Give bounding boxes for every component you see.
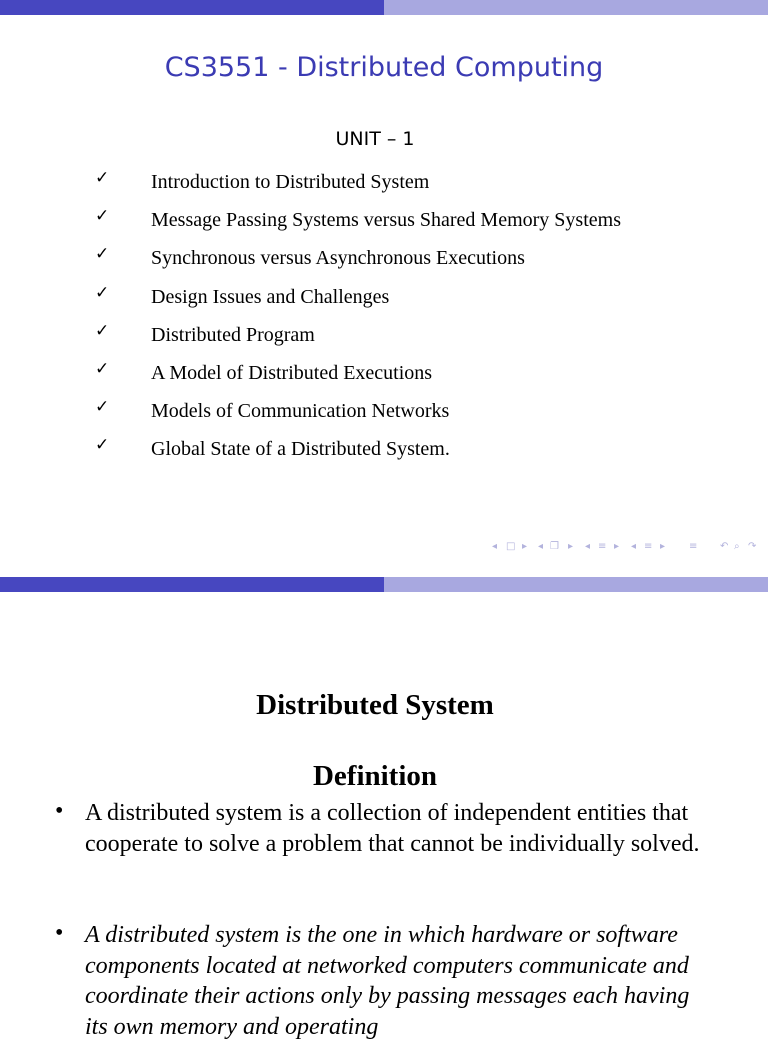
slide-header-bar — [0, 577, 768, 592]
checkmark-icon: ✓ — [95, 168, 110, 188]
prev-toc-arrow-icon[interactable]: ◂ — [631, 541, 637, 552]
slide-title: Distributed System — [256, 689, 494, 721]
header-bar-light-segment — [384, 577, 768, 592]
checkmark-icon: ✓ — [95, 435, 110, 456]
checkmark-icon: ✓ — [95, 282, 110, 303]
topic-text: Distributed Program — [151, 323, 315, 346]
list-item — [0, 359, 768, 397]
outline-icon[interactable]: ≡ — [689, 541, 698, 552]
bullet-icon: • — [55, 798, 64, 824]
slide-header-bar — [0, 0, 768, 15]
prev-subsection-arrow-icon[interactable]: ◂ — [538, 541, 544, 552]
checkmark-icon: ✓ — [95, 358, 110, 379]
topic-text: Models of Communication Networks — [151, 400, 450, 423]
topic-text: Introduction to Distributed System — [151, 171, 430, 193]
header-bar-dark-segment — [0, 0, 384, 15]
topic-text: A Model of Distributed Executions — [151, 361, 433, 384]
slide-subtitle: Definition — [312, 760, 438, 792]
next-subsection-arrow-icon[interactable]: ▸ — [568, 541, 574, 552]
list-item — [0, 244, 768, 282]
list-item — [0, 435, 768, 473]
list-item — [0, 321, 768, 359]
paragraph-text: A distributed system is the one in which hardware or software components located at networked computers communicate and coordinate their actions only by passing messages each having its own memory and operating — [85, 922, 690, 1040]
slide-distributed-system — [0, 577, 768, 1040]
checkmark-icon: ✓ — [95, 244, 110, 265]
checkmark-icon: ✓ — [95, 397, 110, 418]
search-icon[interactable]: ⌕ — [734, 541, 740, 552]
toc-icon[interactable]: ≡ — [644, 541, 653, 552]
topic-list — [0, 168, 768, 474]
prev-frame-arrow-icon[interactable]: ◂ — [492, 541, 498, 552]
section-icon[interactable]: ≡ — [598, 541, 607, 552]
back-icon[interactable]: ↶ — [720, 541, 729, 552]
beamer-navigation-bar — [490, 541, 762, 557]
topic-text: Global State of a Distributed System. — [151, 438, 450, 461]
topic-text: Synchronous versus Asynchronous Executions — [151, 247, 525, 270]
list-item — [0, 206, 768, 244]
frame-icon[interactable]: □ — [506, 541, 516, 552]
topic-text: Design Issues and Challenges — [151, 285, 390, 308]
list-item — [0, 283, 768, 321]
header-bar-light-segment — [384, 0, 768, 15]
checkmark-icon: ✓ — [95, 206, 110, 227]
next-section-arrow-icon[interactable]: ▸ — [614, 541, 620, 552]
forward-icon[interactable]: ↷ — [748, 541, 757, 552]
next-frame-arrow-icon[interactable]: ▸ — [522, 541, 528, 552]
topic-text: Message Passing Systems versus Shared Memory Systems — [151, 209, 621, 232]
next-toc-arrow-icon[interactable]: ▸ — [660, 541, 666, 552]
list-item — [0, 397, 768, 435]
slide-title: CS3551 - Distributed Computing — [164, 52, 604, 83]
bullet-icon: • — [55, 920, 64, 946]
paragraph-text: A distributed system is a collection of independent entities that cooperate to solve a problem that cannot be individually solved. — [85, 800, 700, 857]
subsection-icon[interactable]: ❐ — [550, 541, 559, 552]
prev-section-arrow-icon[interactable]: ◂ — [585, 541, 591, 552]
header-bar-dark-segment — [0, 577, 384, 592]
list-item — [0, 168, 768, 206]
checkmark-icon: ✓ — [95, 320, 110, 341]
unit-heading: UNIT – 1 — [335, 128, 415, 150]
